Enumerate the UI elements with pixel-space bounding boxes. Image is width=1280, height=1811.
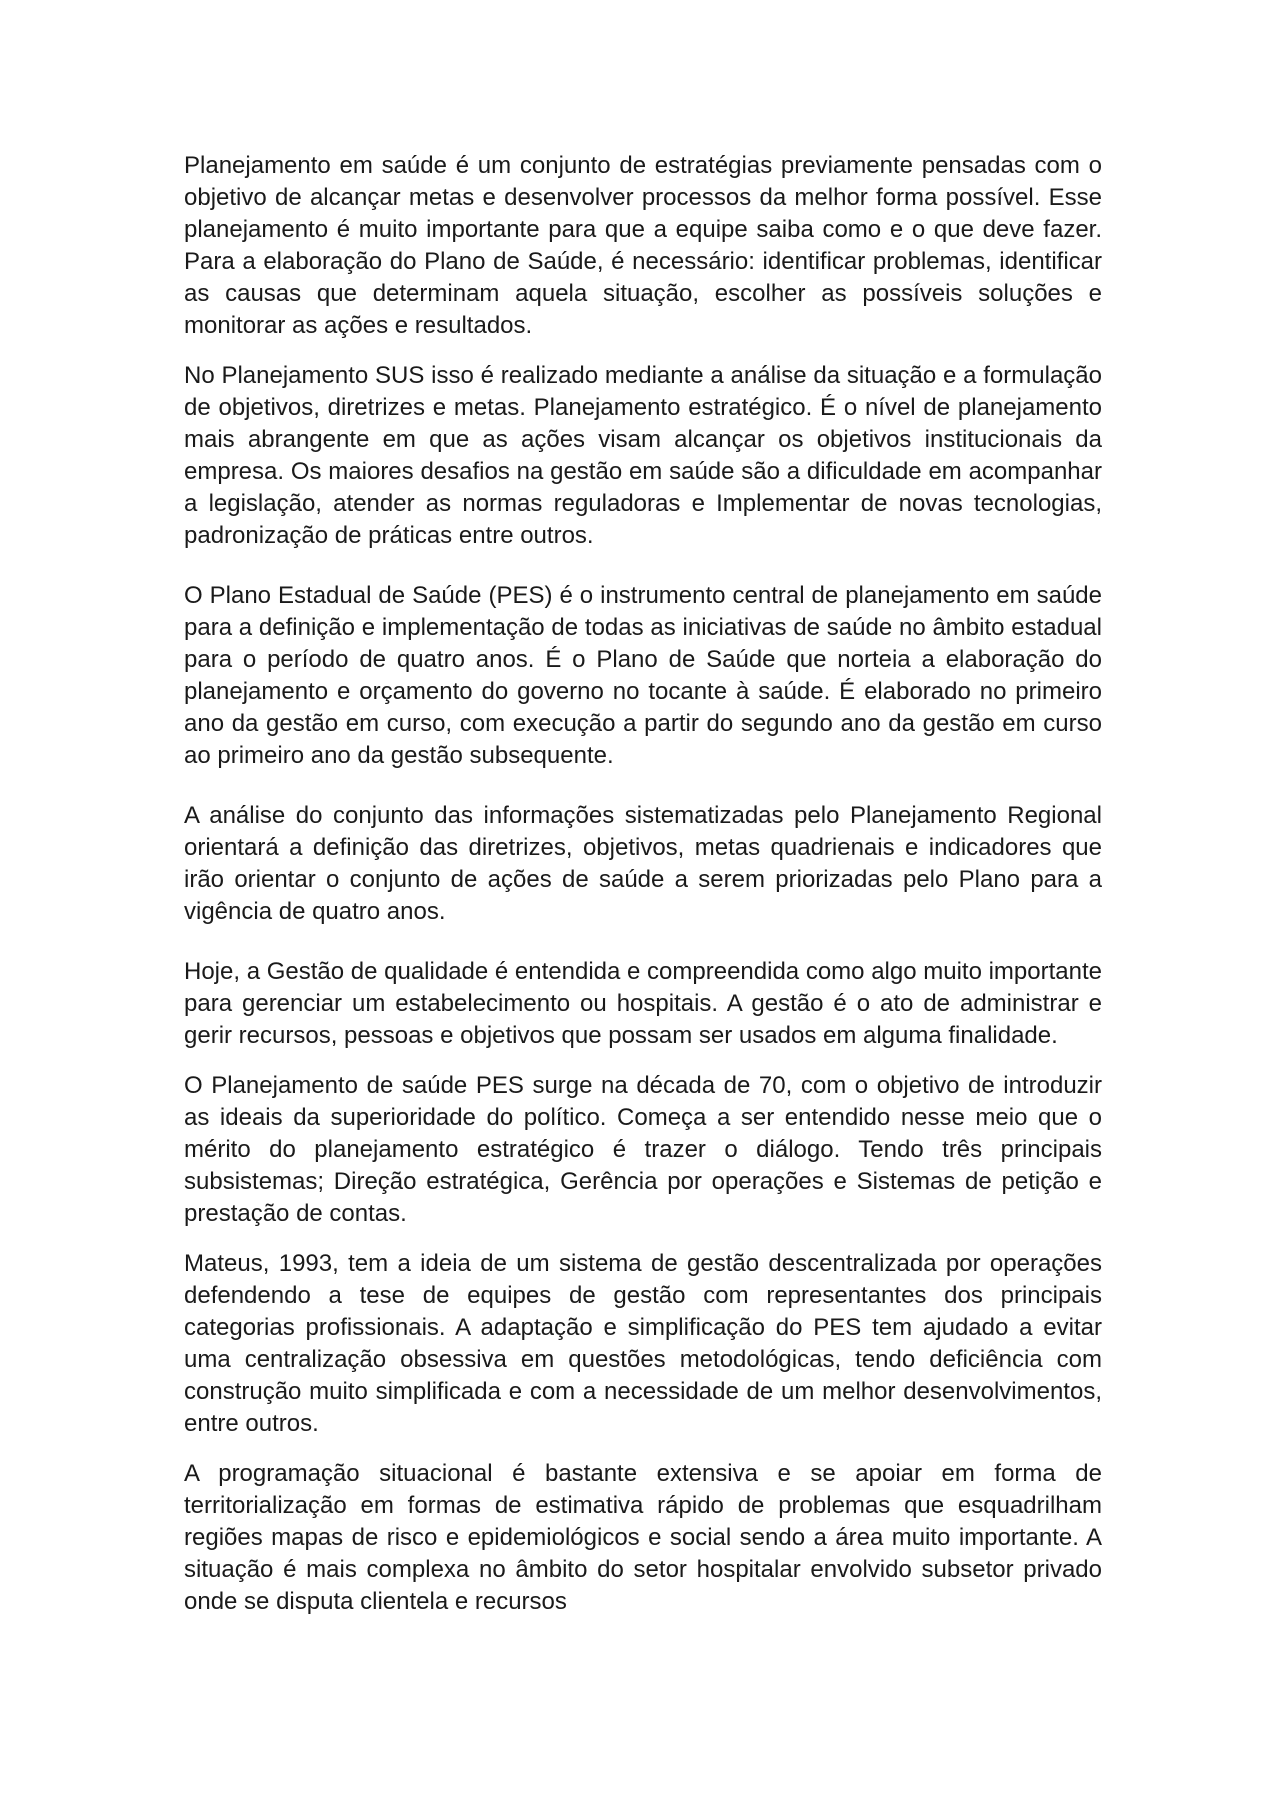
paragraph-mateus-1993: Mateus, 1993, tem a ideia de um sistema de gestão descentralizada por operações defendendo a tese de equipes de gestão com representantes dos principais categorias profissionais. A adaptação e simplificação do PES tem ajudado a evitar uma centralização obsessiva em questões metodológicas, tendo deficiência com construção muito simplificada e com a necessidade de um melhor desenvolvimentos, entre outros. (184, 1250, 1102, 1437)
paragraph-analise-informacoes: A análise do conjunto das informações sistematizadas pelo Planejamento Regional orientará a definição das diretrizes, objetivos, metas quadrienais e indicadores que irão orientar o conjunto de ações de saúde a serem priorizadas pelo Plano para a vigência de quatro anos. (184, 802, 1102, 925)
document-body (184, 150, 1102, 1636)
paragraph-planejamento-sus: No Planejamento SUS isso é realizado mediante a análise da situação e a formulação de objetivos, diretrizes e metas. Planejamento estratégico. É o nível de planejamento mais abrangente em que as ações visam alcançar os objetivos institucionais da empresa. Os maiores desafios na gestão em saúde são a dificuldade em acompanhar a legislação, atender as normas reguladoras e Implementar de novas tecnologias, padronização de práticas entre outros. (184, 362, 1102, 549)
paragraph-gestao-qualidade: Hoje, a Gestão de qualidade é entendida e compreendida como algo muito importante para gerenciar um estabelecimento ou hospitais. A gestão é o ato de administrar e gerir recursos, pessoas e objetivos que possam ser usados em alguma finalidade. (184, 958, 1102, 1049)
paragraph-planejamento-em-saude: Planejamento em saúde é um conjunto de estratégias previamente pensadas com o objetivo de alcançar metas e desenvolver processos da melhor forma possível. Esse planejamento é muito importante para que a equipe saiba como e o que deve fazer. Para a elaboração do Plano de Saúde, é necessário: identificar problemas, identificar as causas que determinam aquela situação, escolher as possíveis soluções e monitorar as ações e resultados. (184, 152, 1102, 339)
paragraph-plano-estadual: O Plano Estadual de Saúde (PES) é o instrumento central de planejamento em saúde para a definição e implementação de todas as iniciativas de saúde no âmbito estadual para o período de quatro anos. É o Plano de Saúde que norteia a elaboração do planejamento e orçamento do governo no tocante à saúde. É elaborado no primeiro ano da gestão em curso, com execução a partir do segundo ano da gestão em curso ao primeiro ano da gestão subsequente. (184, 582, 1102, 769)
paragraph-programacao-situacional: A programação situacional é bastante extensiva e se apoiar em forma de territorialização em formas de estimativa rápido de problemas que esquadrilham regiões mapas de risco e epidemiológicos e social sendo a área muito importante. A situação é mais complexa no âmbito do setor hospitalar envolvido subsetor privado onde se disputa clientela e recursos (184, 1460, 1102, 1615)
paragraph-pes-decada-70: O Planejamento de saúde PES surge na década de 70, com o objetivo de introduzir as ideais da superioridade do político. Começa a ser entendido nesse meio que o mérito do planejamento estratégico é trazer o diálogo. Tendo três principais subsistemas; Direção estratégica, Gerência por operações e Sistemas de petição e prestação de contas. (184, 1072, 1102, 1227)
